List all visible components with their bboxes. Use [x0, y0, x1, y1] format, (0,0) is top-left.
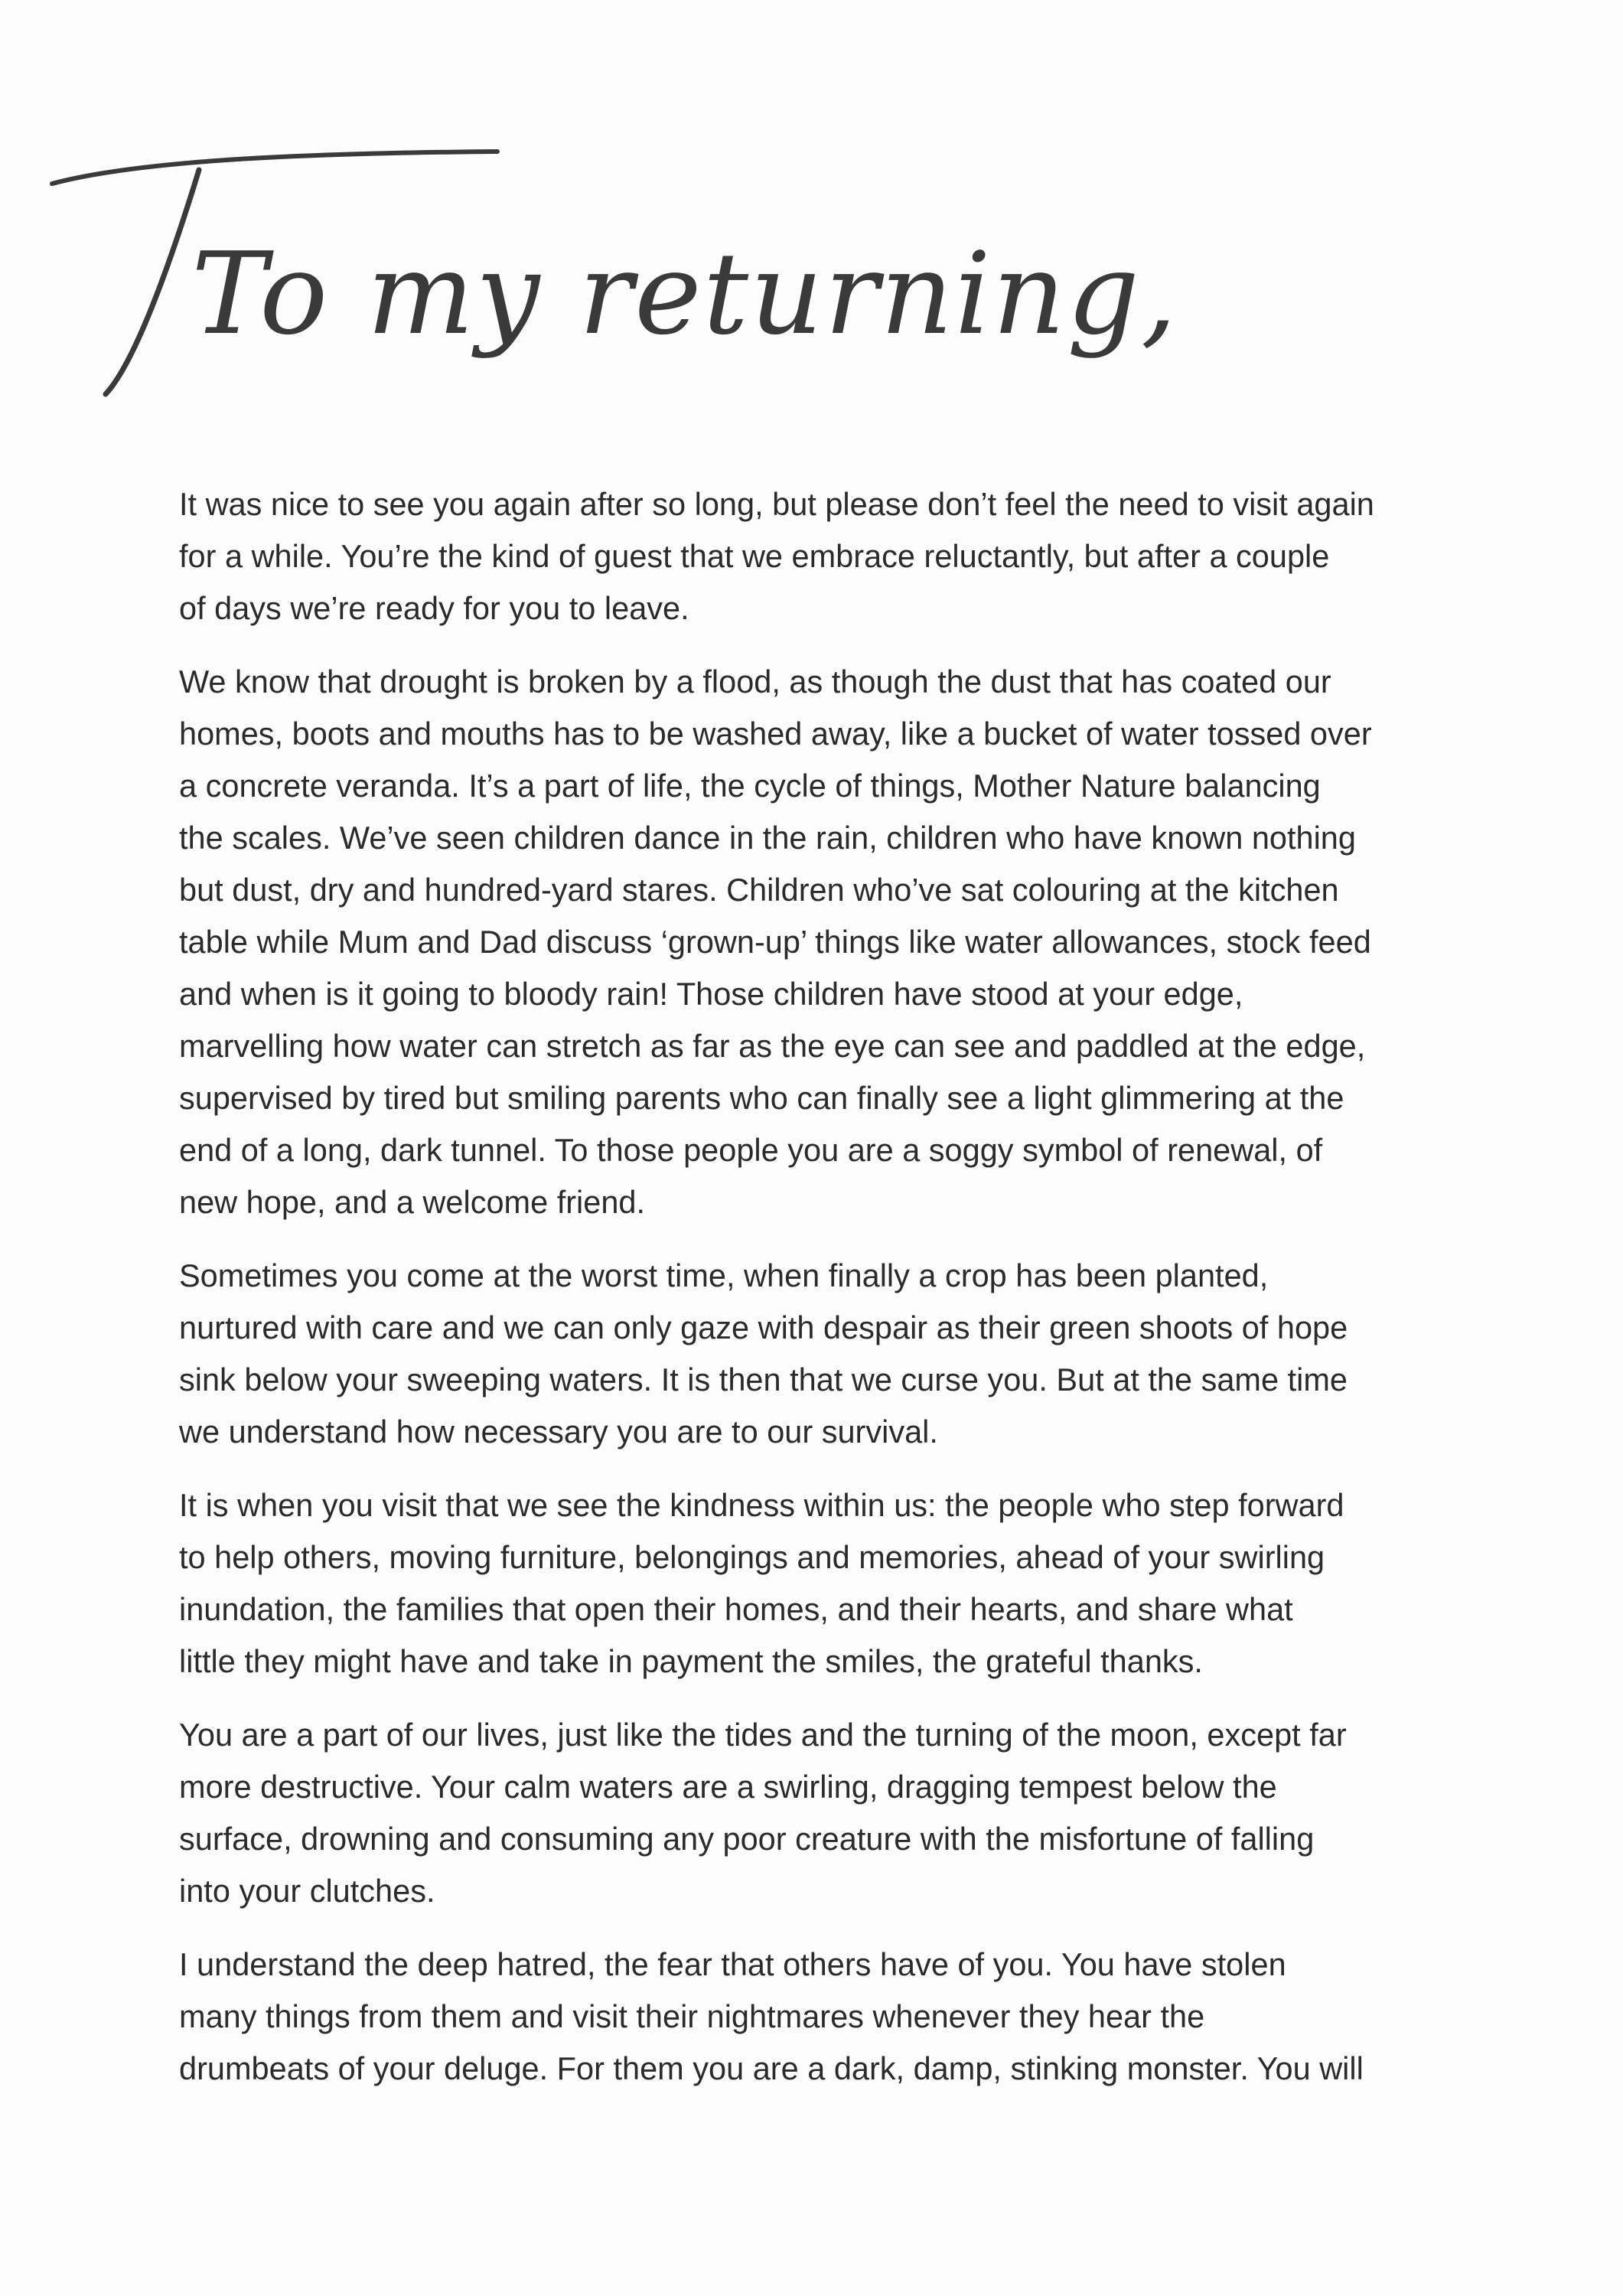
paragraph: We know that drought is broken by a flood, as though the dust that has coated our homes, boots and mouths has to be washed away, like a bucket of water tossed over a concrete veranda. It’s a part of life, the cycle of things, Mother Nature balancing the scales. We’ve seen children dance in the rain, children who have known nothing but dust, dry and hundred-yard stares. Children who’ve sat colouring at the kitchen table while Mum and Dad discuss ‘grown-up’ things like water allowances, stock feed and when is it going to bloody rain! Those children have stood at your edge, marvelling how water can stretch as far as the eye can see and paddled at the edge, supervised by tired but smiling parents who can finally see a light glimmering at the end of a long, dark tunnel. To those people you are a soggy symbol of renewal, of new hope, and a welcome friend. — [179, 664, 1372, 1220]
paragraph: I understand the deep hatred, the fear that others have of you. You have stolen many things from them and visit their nightmares whenever they hear the drumbeats of your deluge. For them you are a dark, damp, stinking monster. You will — [179, 1946, 1364, 2086]
title-text: To my returning, — [191, 228, 1178, 360]
paragraph: It was nice to see you again after so long, but please don’t feel the need to visit again for a while. You’re the kind of guest that we embrace reluctantly, but after a couple of days we’re ready for you to leave. — [179, 486, 1374, 626]
paragraph: Sometimes you come at the worst time, when finally a crop has been planted, nurtured with care and we can only gaze with despair as their green shoots of hope sink below your sweeping waters. It is then that we curse you. But at the same time we understand how necessary you are to our survival. — [179, 1257, 1348, 1450]
letter-body — [179, 478, 1533, 2116]
handwritten-title — [46, 130, 1178, 413]
paragraph: You are a part of our lives, just like the tides and the turning of the moon, except far more destructive. Your calm waters are a swirling, dragging tempest below the surface, drowning and consuming any poor creature with the misfortune of falling into your clutches. — [179, 1717, 1347, 1909]
paragraph: It is when you visit that we see the kindness within us: the people who step forward to help others, moving furniture, belongings and memories, ahead of your swirling inundation, the families that open their homes, and their hearts, and share what little they might have and take in payment the smiles, the grateful thanks. — [179, 1487, 1344, 1679]
